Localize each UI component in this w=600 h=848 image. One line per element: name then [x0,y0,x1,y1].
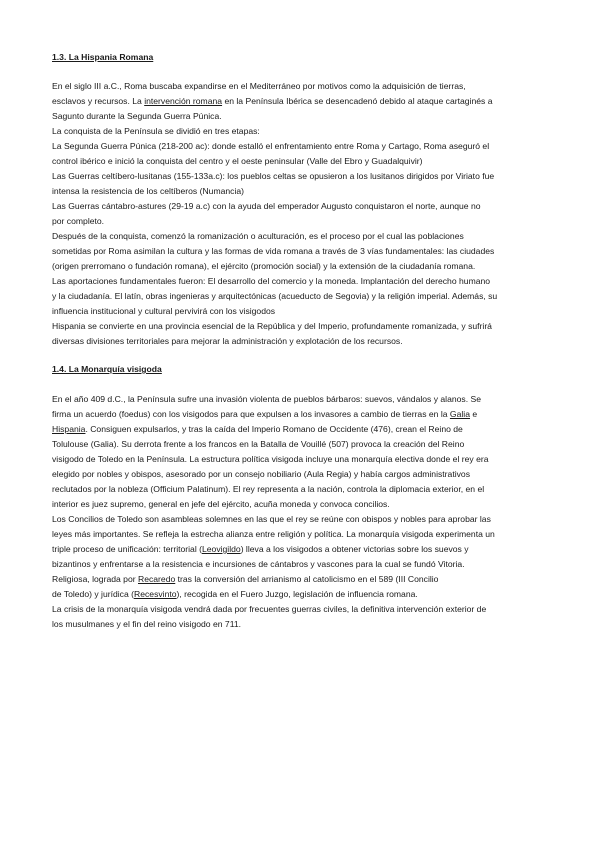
paragraph-line: firma un acuerdo (foedus) con los visigodos para que expulsen a los invasores a cambio de tierras en la Galia e [52,409,478,419]
leovigildo-link[interactable]: Leovigildo [201,544,241,554]
paragraph-line: Las Guerras cántabro-astures (29-19 a.c) con la ayuda del emperador Augusto conquistaron el norte, aunque no [52,201,481,211]
paragraph-line: Las aportaciones fundamentales fueron: El desarrollo del comercio y la moneda. Implantación del derecho humano [52,276,491,286]
paragraph-line: Sagunto durante la Segunda Guerra Púnica. [52,111,222,121]
paragraph-line: En el año 409 d.C., la Península sufre una invasión violenta de pueblos bárbaros: suevos, vándalos y alanos. Se [52,394,482,404]
paragraph-line: de Toledo) y jurídica (Recesvinto), recogida en el Fuero Juzgo, legislación de influencia romana. [52,589,418,599]
paragraph-line: Las Guerras celtíbero-lusitanas (155-133a.c): los pueblos celtas se opusieron a los lusitanos dirigidos por Viriato fue [52,171,495,181]
paragraph-line: por completo. [52,216,105,226]
paragraph-line: control ibérico e inició la conquista del centro y el oeste peninsular (Valle del Ebro y Guadalquivir) [52,156,423,166]
paragraph-line: triple proceso de unificación: territorial (Leovigildo) lleva a los visigodos a obtener victorias sobre los suevos y [52,544,469,554]
paragraph-line: intensa la resistencia de los celtíberos (Numancia) [52,186,245,196]
paragraph-line: Religiosa, lograda por Recaredo tras la conversión del arrianismo al catolicismo en el 589 (III Concilio [52,574,439,584]
paragraph-line: La crisis de la monarquía visigoda vendrá dada por frecuentes guerras civiles, la definitiva intervención exterior de [52,604,487,614]
recaredo-link[interactable]: Recaredo [138,574,176,584]
paragraph-line: (origen prerromano o fundación romana), el ejército (promoción social) y la extensión de la ciudadanía romana. [52,261,476,271]
paragraph-line: leyes más importantes. Se refleja la estrecha alianza entre religión y política. La monarquía visigoda experimenta un [52,529,495,539]
paragraph-line: La conquista de la Península se dividió en tres etapas: [52,126,260,136]
intervencion-romana-link[interactable]: intervención romana [144,96,223,106]
paragraph-line: elegido por nobles y obispos, asesorado por un consejo nobiliario (Aula Regia) y había cargos administrativos [52,469,470,479]
paragraph-line: esclavos y recursos. La intervención romana en la Península Ibérica se desencadenó debido al ataque cartaginés a [52,96,493,106]
paragraph-line: bizantinos y enfrentarse a la resistencia e incursiones de cántabros y vascones para la cual se fundó Vitoria. [52,559,465,569]
section-heading-hispania-romana: 1.3. La Hispania Romana [52,52,154,62]
paragraph-line: interior es juez supremo, general en jefe del ejército, acuña moneda y convoca concilios. [52,499,390,509]
paragraph-line: y la ciudadanía. El latín, obras ingenieras y arquitectónicas (acueducto de Segovia) y la religión imperial. Además, su [52,291,498,301]
section-heading-monarquia-visigoda: 1.4. La Monarquía visigoda [52,364,162,374]
paragraph-line: En el siglo III a.C., Roma buscaba expandirse en el Mediterráneo por motivos como la adquisición de tierras, [52,81,466,91]
paragraph-line: reclutados por la nobleza (Officium Palatinum). El rey representa a la nación, controla la diplomacia exterior, en el [52,484,485,494]
paragraph-line: La Segunda Guerra Púnica (218-200 ac): donde estalló el enfrentamiento entre Roma y Cartago, Roma aseguró el [52,141,490,151]
paragraph-line: visigodo de Toledo en la Península. La estructura política visigoda incluye una monarquía electiva donde el rey era [52,454,489,464]
hispania-link[interactable]: Hispania [52,424,86,434]
paragraph-line: los musulmanes y el fin del reino visigodo en 711. [52,619,242,629]
paragraph-line: diversas divisiones territoriales para mejorar la administración y explotación de los recursos. [52,336,403,346]
paragraph-line: Hispania se convierte en una provincia esencial de la República y del Imperio, profundamente romanizada, y sufrirá [52,321,492,331]
paragraph-line: Después de la conquista, comenzó la romanización o aculturación, es el proceso por el cual las poblaciones [52,231,464,241]
paragraph-line: sometidas por Roma asimilan la cultura y las formas de vida romana a través de 3 vías fundamentales: las ciudades [52,246,495,256]
paragraph-line: Los Concilios de Toledo son asambleas solemnes en las que el rey se reúne con obispos y nobles para aprobar las [52,514,491,524]
paragraph-line: influencia institucional y cultural pervivirá con los visigodos [52,306,276,316]
recesvinto-link[interactable]: Recesvinto [134,589,177,599]
paragraph-line: Hispania. Consiguen expulsarlos, y tras la caída del Imperio Romano de Occidente (476), crean el Reino de [52,424,463,434]
paragraph-line: Tolulouse (Galia). Su derrota frente a los francos en la Batalla de Vouillé (507) provoca la creación del Reino [52,439,465,449]
galia-link[interactable]: Galia [449,409,470,419]
